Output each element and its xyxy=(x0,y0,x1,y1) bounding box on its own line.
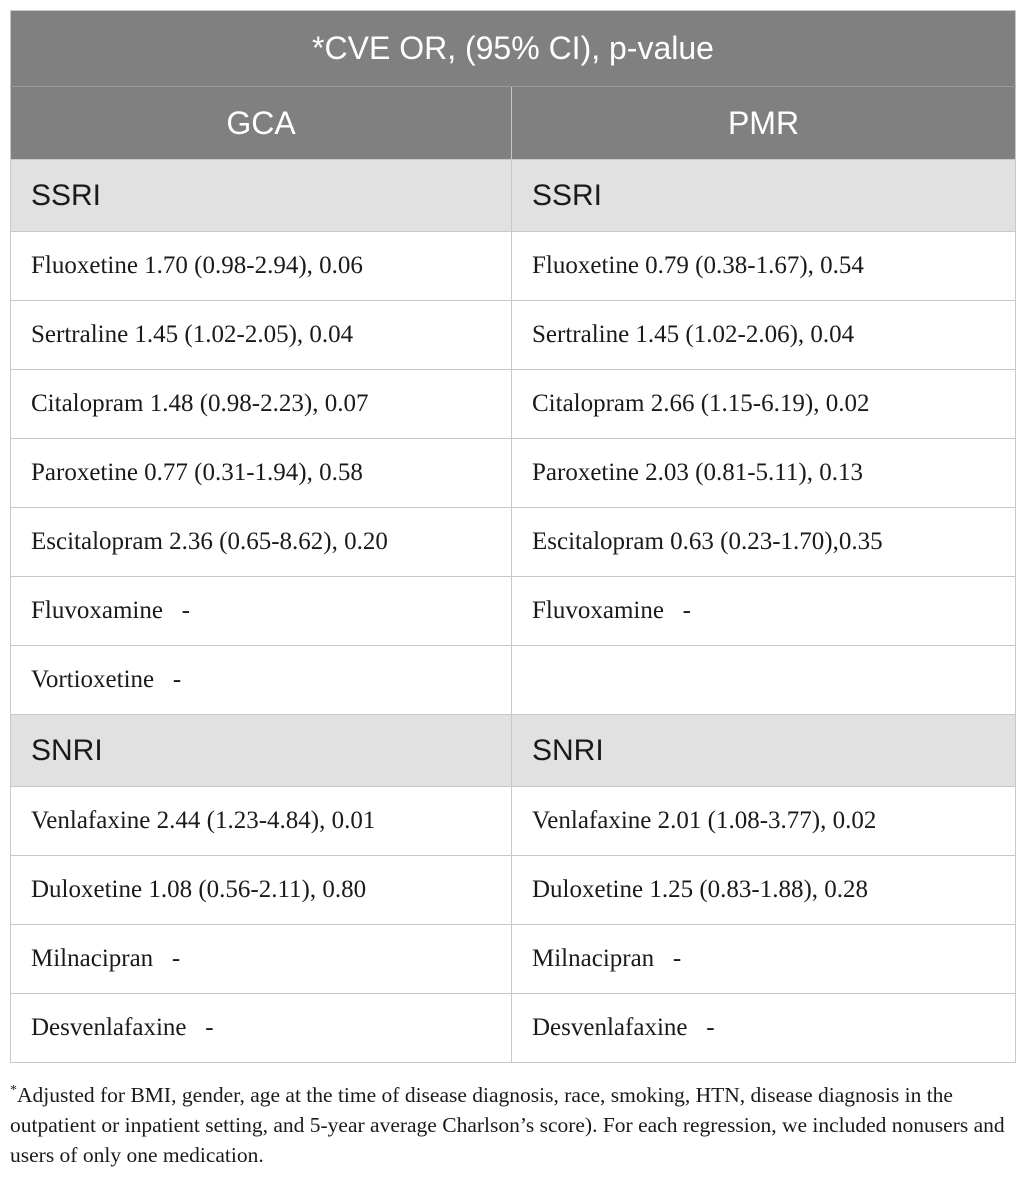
table-title-row xyxy=(11,11,1016,87)
table-row xyxy=(11,439,1016,508)
table-cell: Desvenlafaxine - xyxy=(11,994,512,1063)
table-row xyxy=(11,787,1016,856)
results-table xyxy=(10,10,1016,1063)
table-cell xyxy=(512,646,1016,715)
footnote-mark: * xyxy=(10,1083,17,1098)
column-header-pmr: PMR xyxy=(512,87,1016,160)
table-cell: Fluoxetine 0.79 (0.38-1.67), 0.54 xyxy=(512,232,1016,301)
section-label: SSRI xyxy=(512,160,1016,232)
table-cell: Fluvoxamine - xyxy=(11,577,512,646)
table-cell: Citalopram 1.48 (0.98-2.23), 0.07 xyxy=(11,370,512,439)
table-row xyxy=(11,370,1016,439)
table-footnote xyxy=(10,1076,1020,1170)
table-row xyxy=(11,577,1016,646)
table-cell: Sertraline 1.45 (1.02-2.06), 0.04 xyxy=(512,301,1016,370)
table-cell: Desvenlafaxine - xyxy=(512,994,1016,1063)
table-cell: Fluvoxamine - xyxy=(512,577,1016,646)
section-row-snri xyxy=(11,715,1016,787)
table-cell: Venlafaxine 2.44 (1.23-4.84), 0.01 xyxy=(11,787,512,856)
section-label: SNRI xyxy=(512,715,1016,787)
table-cell: Venlafaxine 2.01 (1.08-3.77), 0.02 xyxy=(512,787,1016,856)
column-header-row xyxy=(11,87,1016,160)
table-cell: Paroxetine 2.03 (0.81-5.11), 0.13 xyxy=(512,439,1016,508)
table-cell: Milnacipran - xyxy=(11,925,512,994)
table-cell: Sertraline 1.45 (1.02-2.05), 0.04 xyxy=(11,301,512,370)
footnote-text: Adjusted for BMI, gender, age at the time of disease diagnosis, race, smoking, HTN, disease diagnosis in the outpatient or inpatient setting, and 5-year average Charlson’s score). For each regression, we included nonusers and users of only one medication. xyxy=(10,1083,1005,1167)
table-cell: Escitalopram 0.63 (0.23-1.70),0.35 xyxy=(512,508,1016,577)
table-cell: Vortioxetine - xyxy=(11,646,512,715)
table-cell: Duloxetine 1.25 (0.83-1.88), 0.28 xyxy=(512,856,1016,925)
section-label: SSRI xyxy=(11,160,512,232)
table-row xyxy=(11,994,1016,1063)
table-cell: Escitalopram 2.36 (0.65-8.62), 0.20 xyxy=(11,508,512,577)
table-row xyxy=(11,856,1016,925)
table-cell: Paroxetine 0.77 (0.31-1.94), 0.58 xyxy=(11,439,512,508)
table-cell: Duloxetine 1.08 (0.56-2.11), 0.80 xyxy=(11,856,512,925)
table-row xyxy=(11,508,1016,577)
table-cell: Citalopram 2.66 (1.15-6.19), 0.02 xyxy=(512,370,1016,439)
table-row xyxy=(11,301,1016,370)
table-cell: Milnacipran - xyxy=(512,925,1016,994)
table-row xyxy=(11,646,1016,715)
table-row xyxy=(11,232,1016,301)
table-row xyxy=(11,925,1016,994)
table-cell: Fluoxetine 1.70 (0.98-2.94), 0.06 xyxy=(11,232,512,301)
section-row-ssri xyxy=(11,160,1016,232)
section-label: SNRI xyxy=(11,715,512,787)
table-title: *CVE OR, (95% CI), p-value xyxy=(11,11,1016,87)
column-header-gca: GCA xyxy=(11,87,512,160)
